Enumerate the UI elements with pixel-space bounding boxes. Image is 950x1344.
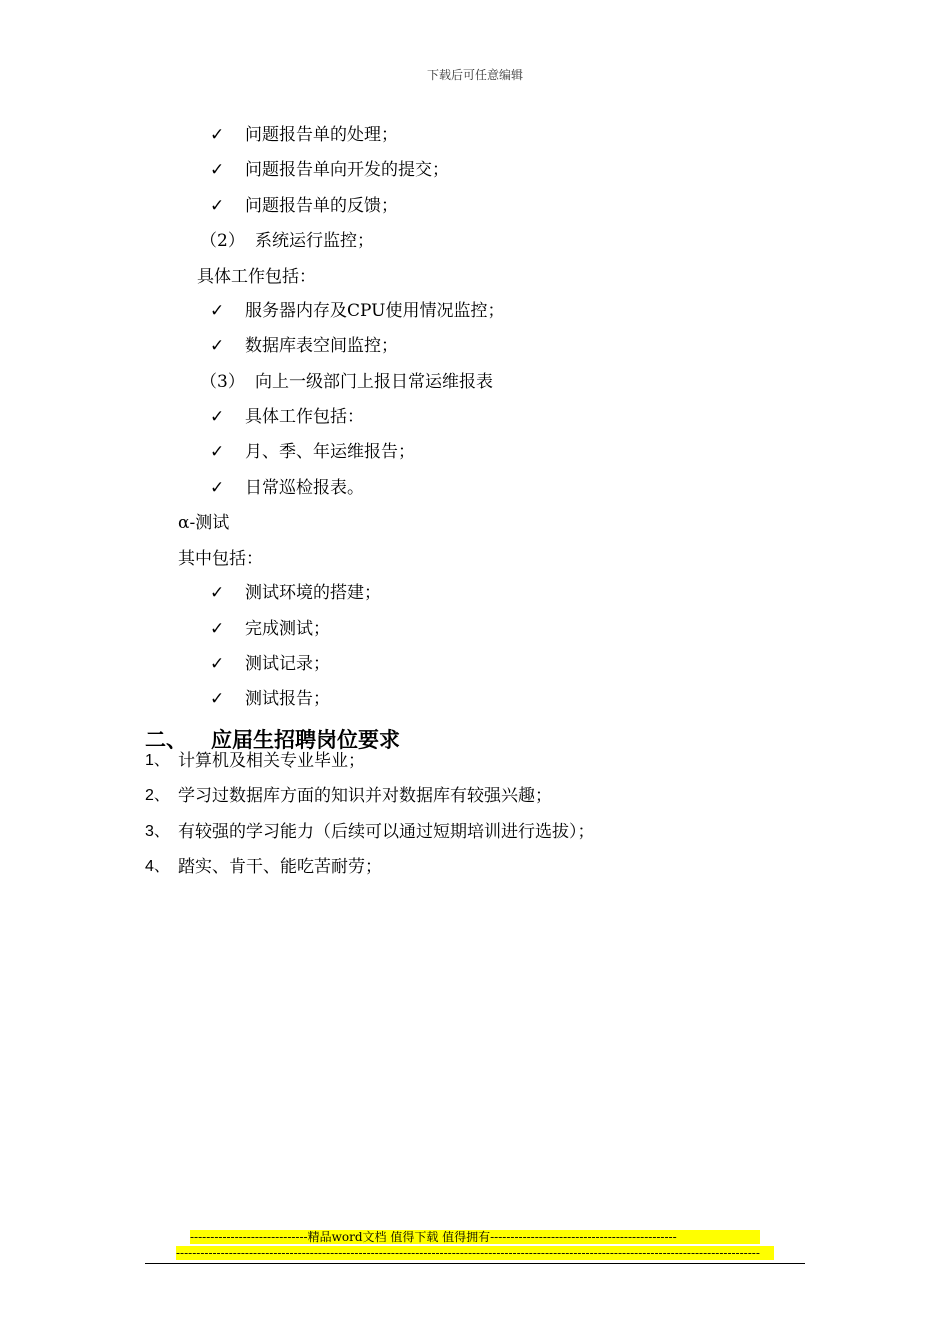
- list-item: 问题报告单的反馈；: [245, 196, 398, 216]
- list-item: 测试记录；: [245, 654, 330, 674]
- check-icon: ✓: [210, 442, 225, 462]
- detail-label: 具体工作包括：: [197, 267, 316, 287]
- requirement-number: 1、: [145, 752, 170, 769]
- footer-divider: [145, 1263, 805, 1264]
- list-item: 测试报告；: [245, 689, 330, 709]
- check-icon: ✓: [210, 125, 225, 145]
- subsection-title: 系统运行监控；: [255, 231, 374, 251]
- check-icon: ✓: [210, 160, 225, 180]
- subsection-title: 向上一级部门上报日常运维报表: [255, 372, 493, 392]
- list-item: 问题报告单向开发的提交；: [245, 160, 449, 180]
- check-icon: ✓: [210, 407, 225, 427]
- requirement-text: 计算机及相关专业毕业；: [178, 751, 365, 771]
- page-header: 下载后可任意编辑: [426, 68, 523, 82]
- list-item: 问题报告单的处理；: [245, 125, 398, 145]
- check-icon: ✓: [210, 478, 225, 498]
- check-icon: ✓: [210, 301, 225, 321]
- check-icon: ✓: [210, 654, 225, 674]
- footer-banner-line-2: ------------------------------------------------------------------------------------------------------------------------------------------------: [176, 1246, 774, 1260]
- requirement-text: 踏实、肯干、能吃苦耐劳；: [178, 857, 382, 877]
- list-item: 日常巡检报表。: [245, 478, 364, 498]
- requirement-text: 有较强的学习能力（后续可以通过短期培训进行选拔）；: [178, 822, 595, 842]
- list-item: 月、季、年运维报告；: [245, 442, 415, 462]
- subsection-number: （2）: [200, 231, 245, 251]
- list-item: 完成测试；: [245, 619, 330, 639]
- check-icon: ✓: [210, 196, 225, 216]
- list-item: 数据库表空间监控；: [245, 336, 398, 356]
- requirement-number: 4、: [145, 858, 170, 875]
- alpha-test-heading: α-测试: [178, 513, 230, 533]
- includes-label: 其中包括：: [178, 549, 263, 569]
- check-icon: ✓: [210, 619, 225, 639]
- section-number: 二、: [145, 728, 187, 752]
- requirement-text: 学习过数据库方面的知识并对数据库有较强兴趣；: [178, 786, 552, 806]
- list-item: 测试环境的搭建；: [245, 583, 381, 603]
- requirement-number: 2、: [145, 787, 170, 804]
- requirement-number: 3、: [145, 823, 170, 840]
- subsection-number: （3）: [200, 372, 245, 392]
- check-icon: ✓: [210, 583, 225, 603]
- footer-banner-line-1: -----------------------------精品word文档 值得下载 值得拥有----------------------------------------------: [190, 1230, 760, 1244]
- list-item: 服务器内存及CPU使用情况监控；: [245, 301, 505, 321]
- section-title: 应届生招聘岗位要求: [211, 728, 400, 752]
- check-icon: ✓: [210, 336, 225, 356]
- check-icon: ✓: [210, 689, 225, 709]
- list-item: 具体工作包括：: [245, 407, 364, 427]
